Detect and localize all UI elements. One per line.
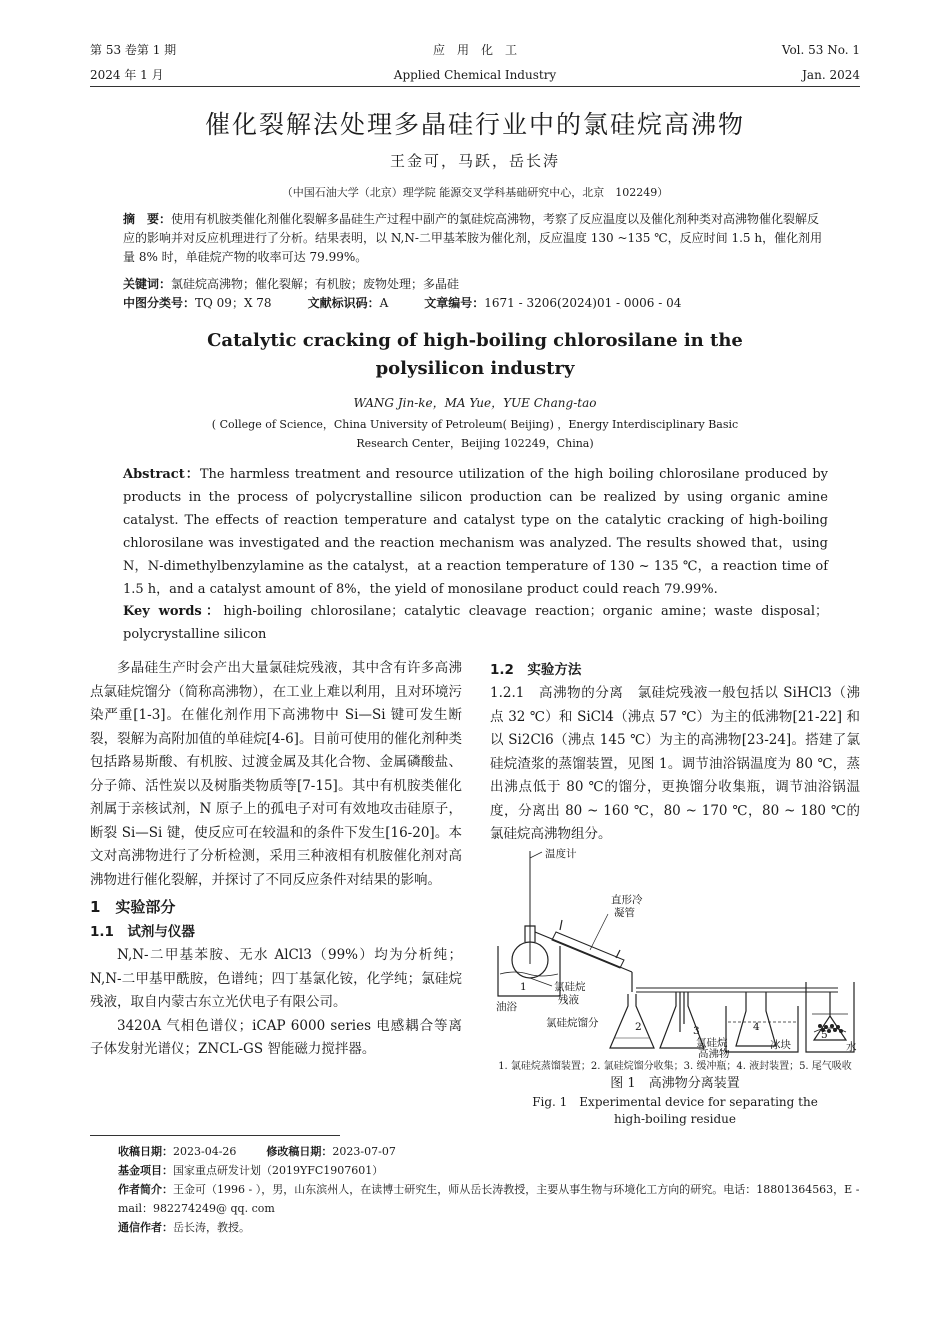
author-label: 作者简介： <box>118 1183 173 1196</box>
keywords-en-text: high-boiling chlorosilane；catalytic cleavage reaction；organic amine；waste disposal；polycrystalline silicon <box>123 604 829 642</box>
footnote-corresponding <box>118 1218 863 1237</box>
intro-paragraph: 多晶硅生产时会产出大量氯硅烷残液，其中含有许多高沸点氯硅烷馏分（简称高沸物），在工业上难以利用，且对环境污染严重[1-3]。在催化剂作用下高沸物中 Si—Si 键可发生断裂，裂解为高附加值的单硅烷[4-6]。目前可使用的催化剂种类包括路易斯酸、有机胺、过渡金属及其化合物、金属磷酸盐、分子筛、活性炭以及树脂类物质等[7-15]。其中有机胺类催化剂属于亲核试剂，N 原子上的孤电子对可有效地攻击硅原子，断裂 Si—Si 键，使反应可在较温和的条件下发生[16-20]。本文对高沸物进行了分析检测，采用三种液相有机胺催化剂对高沸物进行催化裂解，并探讨了不同反应条件对结果的影响。 <box>90 660 462 888</box>
figure-1-caption-en-line2: high-boiling residue <box>613 1112 737 1126</box>
received-label: 收稿日期： <box>118 1145 173 1158</box>
date-en: Jan. 2024 <box>802 68 860 82</box>
abstract-cn-label: 摘 要： <box>123 212 172 226</box>
section-1-2-1-label: 1.2.1 高沸物的分离 <box>490 685 624 701</box>
authors-cn: 王金可，马跃，岳长涛 <box>389 152 560 170</box>
figure-1-apparatus <box>490 846 860 1058</box>
instruments-paragraph: 3420A 气相色谱仪；iCAP 6000 series 电感耦合等离子体发射光谱仪；ZNCL-GS 智能磁力搅拌器。 <box>90 1017 462 1057</box>
section-1-2-heading: 1.2 实验方法 <box>490 662 582 678</box>
abstract-en <box>123 463 828 601</box>
label-residue-2: 残液 <box>558 994 579 1006</box>
journal-cn: 应 用 化 工 <box>432 43 517 57</box>
section-1-heading: 1 实验部分 <box>90 898 176 916</box>
footnote-author <box>118 1180 863 1218</box>
keywords-cn-label: 关键词： <box>123 277 172 291</box>
header-rule <box>90 86 860 87</box>
abstract-en-label: Abstract： <box>123 467 200 482</box>
keywords-en-label: Key words： <box>123 604 224 619</box>
label-num-1: 1 <box>520 981 527 993</box>
clc-label: 中图分类号： <box>123 296 196 310</box>
label-num-4: 4 <box>753 1021 760 1033</box>
abstract-cn-text: 使用有机胺类催化剂催化裂解多晶硅生产过程中副产的氯硅烷高沸物，考察了反应温度以及催化剂种类对高沸物催化裂解反应的影响并对反应机理进行了分析。结果表明，以 N,N-二甲基苯胺为催化剂，反应温度 130 ~135 ℃，反应时间 1.5 h，催化剂用量 8% 时，单硅烷产物的收率可达 79.99%。 <box>123 212 823 264</box>
abstract-en-text: The harmless treatment and resource utilization of the high boiling chlorosilane produced by products in the process of polycrystalline silicon production can be realized by using organic amine catalyst. The effects of reaction temperature and catalyst type on the catalytic cracking of high-boiling chlorosilane was investigated and the reaction mechanism was analyzed. The results showed that，using N，N-dimethylbenzylamine as the catalyst，at a reaction temperature of 130 ~ 135 ℃，a reaction time of 1.5 h，and a catalyst amount of 8%，the yield of monosilane product could reach 79.99%. <box>123 467 828 597</box>
clc-value: TQ 09；X 78 <box>195 296 272 310</box>
doc-code-value: A <box>379 296 389 310</box>
label-condenser-1: 直形冷 <box>611 894 643 906</box>
classification-line <box>123 294 828 313</box>
title-cn: 催化裂解法处理多晶硅行业中的氯硅烷高沸物 <box>204 110 745 139</box>
figure-1-caption-en-line1: Fig. 1 Experimental device for separating the <box>532 1095 818 1109</box>
left-column <box>90 657 462 1062</box>
oil-bath-vessel <box>498 946 560 996</box>
footnote-fund <box>118 1161 863 1180</box>
label-residue-1: 氯硅烷 <box>554 981 586 993</box>
label-high-boil-2: 高沸物 <box>698 1048 730 1058</box>
affiliation-en-line2: Research Center，Beijing 102249，China) <box>356 437 594 450</box>
affiliation-cn: （中国石油大学（北京）理学院 能源交叉学科基础研究中心，北京 102249） <box>281 186 669 199</box>
author-text: 王金可（1996 - ），男，山东滨州人，在读博士研究生，师从岳长涛教授，主要从事生物与环境化工方向的研究。电话：18801364563，E - mail：982274249@ qq. com <box>118 1183 860 1215</box>
label-ice: 冰块 <box>770 1039 791 1051</box>
label-thermometer: 温度计 <box>545 848 577 860</box>
keywords-en <box>123 600 828 646</box>
footnote-rule <box>90 1135 340 1136</box>
condenser <box>535 932 632 972</box>
receiver-flask <box>610 994 654 1048</box>
article-number-value: 1671 - 3206(2024)01 - 0006 - 04 <box>484 296 682 310</box>
label-oil-bath: 油浴 <box>496 1001 517 1013</box>
label-water: 水 <box>846 1041 857 1053</box>
received-date: 2023-04-26 <box>173 1145 237 1158</box>
footnote-dates <box>118 1142 863 1161</box>
label-fraction: 氯硅烷馏分 <box>546 1017 599 1029</box>
keywords-cn <box>123 275 828 294</box>
figure-1-legend: 1. 氯硅烷蒸馏装置；2. 氯硅烷馏分收集；3. 缓冲瓶；4. 液封装置；5. 尾气吸收 <box>498 1061 852 1072</box>
affiliation-en <box>0 415 950 453</box>
keywords-cn-text: 氯硅烷高沸物；催化裂解；有机胺；废物处理；多晶硅 <box>171 277 460 291</box>
right-column <box>490 659 860 847</box>
abstract-cn <box>123 210 828 267</box>
label-condenser-2: 凝管 <box>614 907 635 919</box>
fund-label: 基金项目： <box>118 1164 173 1177</box>
label-num-3: 3 <box>693 1025 700 1037</box>
corresponding-text: 岳长涛，教授。 <box>173 1221 250 1234</box>
title-en <box>0 327 950 383</box>
article-number-label: 文章编号： <box>424 296 485 310</box>
reagents-paragraph: N,N-二甲基苯胺、无水 AlCl3（99%）均为分析纯；N,N-二甲基甲酰胺，色谱纯；四丁基氯化铵，化学纯；氯硅烷残液，取自内蒙古东立光伏电子有限公司。 <box>90 947 462 1010</box>
section-1-2-1-text: 氯硅烷残液一般包括以 SiHCl3（沸点 32 ℃）和 SiCl4（沸点 57 ℃）为主的低沸物[21-22] 和以 Si2Cl6（沸点 145 ℃）为主的高沸物[23-24]。搭建了氯硅烷渣浆的蒸馏装置，见图 1。调节油浴锅温度为 80 ℃，蒸出沸点低于 80 ℃的馏分，更换馏分收集瓶，调节油浴锅温度，分离出 80 ~ 160 ℃，80 ~ 170 ℃，80 ~ 180 ℃的氯硅烷高沸物组分。 <box>490 685 861 842</box>
section-1-1-heading: 1.1 试剂与仪器 <box>90 924 195 940</box>
label-high-boil-1: 氯硅烷 <box>696 1037 728 1049</box>
revised-label: 修改稿日期： <box>266 1145 333 1158</box>
date-cn: 2024 年 1 月 <box>90 68 164 82</box>
affiliation-en-line1: ( College of Science，China University of Petroleum( Beijing) ，Energy Interdisciplinary Basic <box>211 418 739 431</box>
volume-en: Vol. 53 No. 1 <box>781 43 860 57</box>
fund-text: 国家重点研发计划（2019YFC1907601） <box>173 1164 384 1177</box>
corresponding-label: 通信作者： <box>118 1221 173 1234</box>
revised-date: 2023-07-07 <box>332 1145 396 1158</box>
label-num-2: 2 <box>635 1021 642 1033</box>
figure-1-caption-en <box>490 1094 860 1128</box>
figure-1-caption-cn: 图 1 高沸物分离装置 <box>610 1076 740 1091</box>
volume-cn: 第 53 卷第 1 期 <box>90 43 177 57</box>
title-en-line2: polysilicon industry <box>375 358 575 379</box>
title-en-line1: Catalytic cracking of high-boiling chlorosilane in the <box>207 330 743 351</box>
authors-en: WANG Jin-ke，MA Yue，YUE Chang-tao <box>353 396 597 410</box>
label-num-5: 5 <box>821 1029 828 1041</box>
doc-code-label: 文献标识码： <box>307 296 380 310</box>
journal-en: Applied Chemical Industry <box>393 68 557 82</box>
